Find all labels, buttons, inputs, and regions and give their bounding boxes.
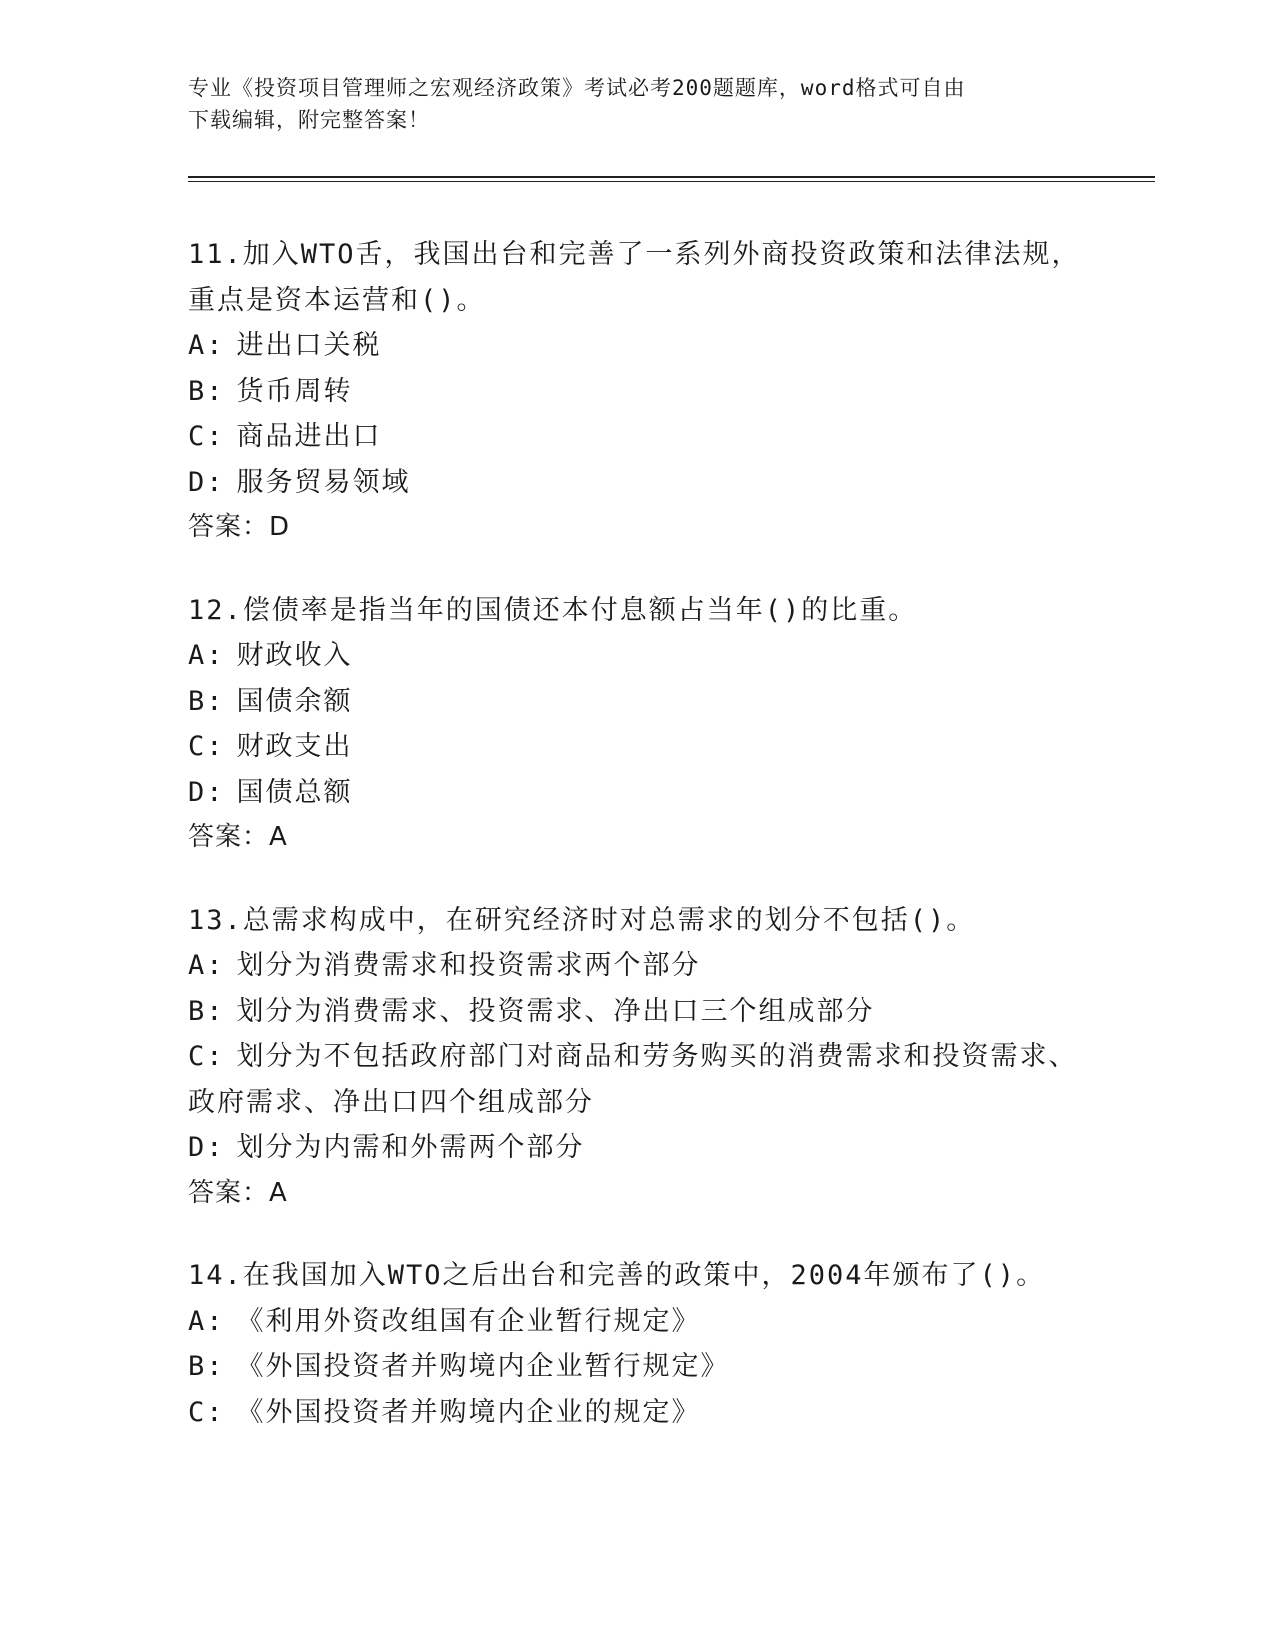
question-11 [188, 232, 1148, 551]
option-letter: D: [188, 466, 225, 498]
question-text-line: 14.在我国加入WTO之后出台和完善的政策中，2004年颁布了()。 [188, 1260, 1046, 1291]
option-text: 国债余额 [236, 685, 353, 717]
option-text: 划分为消费需求、投资需求、净出口三个组成部分 [236, 995, 875, 1027]
option-text: 进出口关税 [236, 330, 382, 361]
question-text [188, 588, 1148, 634]
option-a [188, 943, 1148, 989]
option-letter: A: [188, 1305, 225, 1337]
question-text-line: 12.偿债率是指当年的国债还本付息额占当年()的比重。 [188, 594, 918, 626]
option-text: 划分为内需和外需两个部分 [236, 1132, 585, 1163]
option-text: 服务贸易领域 [236, 466, 411, 498]
answer-label: 答案：A [188, 822, 288, 852]
answer-label: 答案：A [188, 1177, 288, 1208]
option-letter: C: [188, 421, 225, 452]
option-c [188, 724, 1148, 770]
question-12 [188, 588, 1148, 861]
option-text: 划分为消费需求和投资需求两个部分 [236, 950, 701, 981]
question-text [188, 898, 1148, 944]
option-letter: B: [188, 1351, 225, 1382]
option-d [188, 770, 1148, 816]
option-letter: A: [188, 330, 225, 361]
option-letter: A: [188, 640, 225, 671]
option-c [188, 1034, 1148, 1080]
option-letter: C: [188, 1396, 225, 1428]
option-letter: B: [188, 375, 225, 407]
question-13 [188, 898, 1148, 1217]
option-b [188, 679, 1148, 725]
option-letter: C: [188, 731, 225, 762]
option-c [188, 1390, 1148, 1436]
option-letter: B: [188, 685, 225, 717]
option-text: 国债总额 [236, 776, 353, 808]
question-14 [188, 1253, 1148, 1435]
option-c-continuation: 政府需求、净出口四个组成部分 [188, 1086, 594, 1118]
question-text-line: 重点是资本运营和()。 [188, 284, 486, 316]
question-list [188, 232, 1148, 1472]
header-divider-thin [188, 181, 1155, 182]
document-header [188, 72, 1088, 136]
option-d [188, 1125, 1148, 1171]
option-letter: D: [188, 1132, 225, 1163]
header-line-2: 下载编辑，附完整答案！ [188, 108, 430, 132]
answer-label: 答案：D [188, 512, 291, 542]
option-a [188, 633, 1148, 679]
option-c [188, 414, 1148, 460]
option-text: 《外国投资者并购境内企业暂行规定》 [236, 1351, 730, 1382]
question-text-line: 13.总需求构成中，在研究经济时对总需求的划分不包括()。 [188, 904, 976, 936]
option-letter: A: [188, 950, 225, 981]
question-text [188, 232, 1148, 323]
option-b [188, 989, 1148, 1035]
option-text: 财政收入 [236, 640, 353, 671]
header-line-1: 专业《投资项目管理师之宏观经济政策》考试必考200题题库，word格式可自由 [188, 76, 966, 100]
option-text: 《利用外资改组国有企业暂行规定》 [236, 1305, 701, 1337]
option-text: 商品进出口 [236, 421, 382, 452]
option-letter: D: [188, 776, 225, 808]
option-d [188, 460, 1148, 506]
option-a [188, 323, 1148, 369]
option-text: 财政支出 [236, 731, 353, 762]
option-letter: B: [188, 995, 225, 1027]
option-text: 《外国投资者并购境内企业的规定》 [236, 1396, 701, 1428]
option-a [188, 1299, 1148, 1345]
option-text: 货币周转 [236, 375, 353, 407]
question-text-line: 11.加入WTO舌，我国出台和完善了一系列外商投资政策和法律法规， [188, 239, 1081, 270]
option-text: 划分为不包括政府部门对商品和劳务购买的消费需求和投资需求、 [236, 1041, 1078, 1072]
header-divider-thick [188, 176, 1155, 178]
option-b [188, 1344, 1148, 1390]
option-letter: C: [188, 1041, 225, 1072]
option-b [188, 369, 1148, 415]
question-text [188, 1253, 1148, 1299]
